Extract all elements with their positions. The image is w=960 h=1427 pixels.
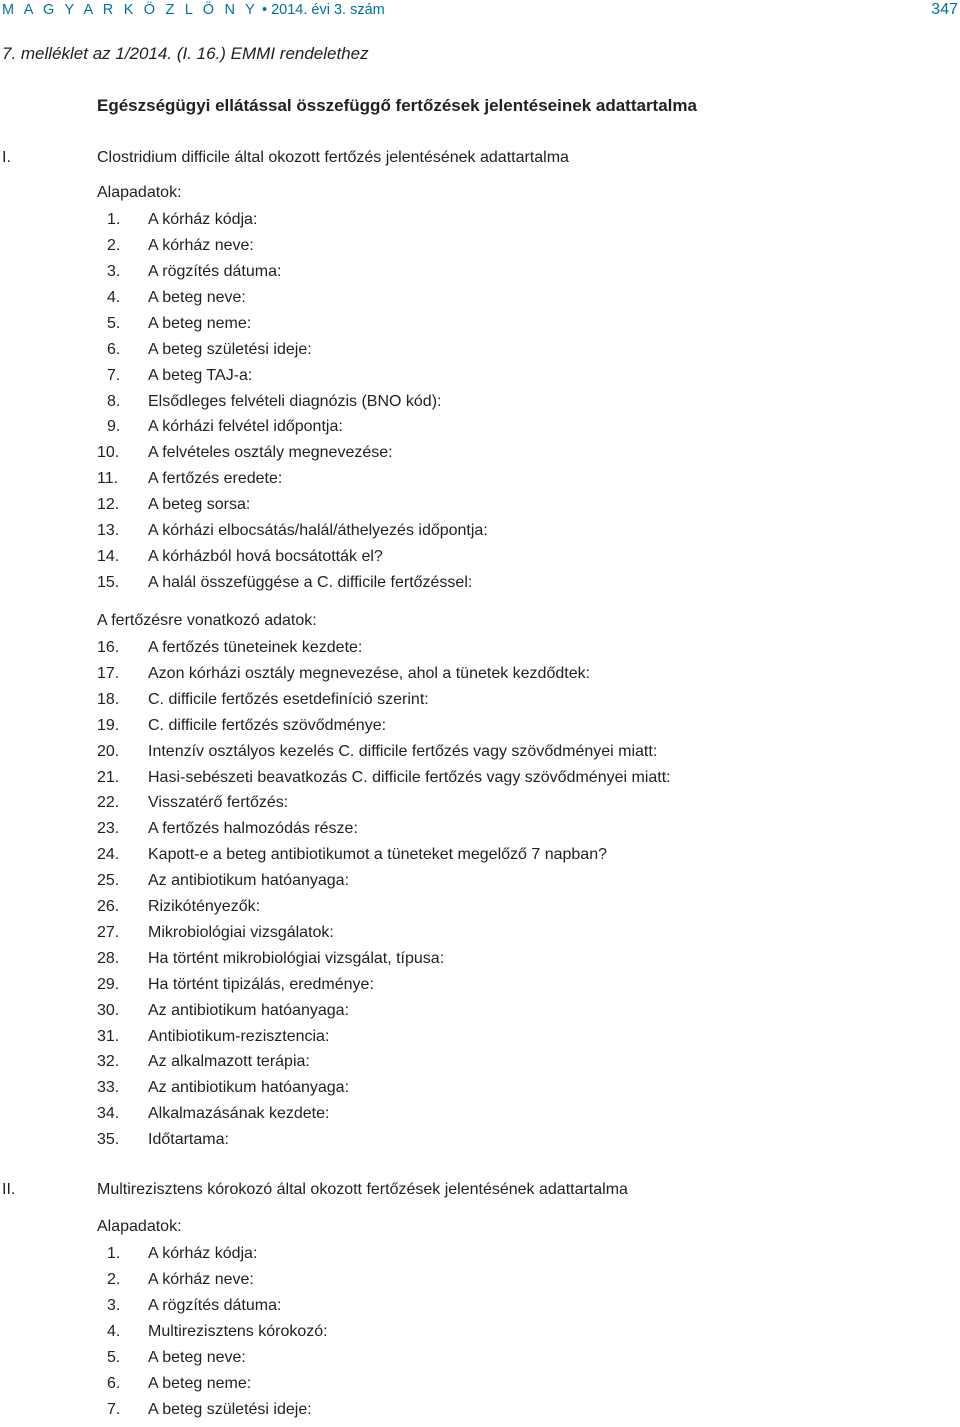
item-number: 30. [97, 1001, 120, 1019]
item-text: A beteg TAJ-a: [148, 366, 253, 384]
item-text: A beteg neme: [148, 314, 252, 332]
list-item [0, 418, 900, 444]
item-number: 14. [97, 548, 120, 566]
item-text: A rögzítés dátuma: [148, 262, 282, 280]
item-text: A beteg neve: [148, 1349, 246, 1366]
list-item [0, 1105, 900, 1131]
item-text: Kapott-e a beteg antibiotikumot a tüneteket megelőző 7 napban? [148, 846, 607, 864]
item-number: 18. [97, 690, 120, 708]
item-number: 4. [107, 1323, 121, 1340]
item-number: 35. [97, 1131, 120, 1149]
item-text: A rögzítés dátuma: [148, 1297, 282, 1314]
list-item [0, 743, 900, 769]
item-number: 11. [97, 470, 119, 488]
section-2-basic-label: Alapadatok: [97, 1218, 182, 1235]
section-2-number: II. [2, 1181, 16, 1198]
item-text: A fertőzés tüneteinek kezdete: [148, 639, 363, 656]
list-item [0, 367, 900, 393]
item-text: Alkalmazásának kezdete: [148, 1105, 330, 1123]
item-number: 12. [97, 496, 120, 514]
page-header [0, 0, 960, 28]
header-bullet: • [262, 2, 268, 18]
item-number: 21. [97, 768, 120, 786]
item-text: A beteg neme: [148, 1375, 252, 1392]
item-number: 19. [97, 716, 120, 734]
item-text: A fertőzés halmozódás része: [148, 820, 358, 838]
section-2-title: Multirezisztens kórokozó által okozott fertőzések jelentésének adattartalma [97, 1181, 628, 1198]
list-item [0, 846, 900, 872]
item-number: 24. [97, 846, 120, 864]
item-number: 27. [97, 923, 120, 941]
item-number: 15. [97, 574, 120, 592]
list-item [0, 444, 900, 470]
list-item [0, 211, 900, 237]
list-item [0, 1053, 900, 1079]
item-text: A kórház neve: [148, 236, 254, 254]
item-text: A kórházból hová bocsátották el? [148, 548, 383, 566]
item-text: A felvételes osztály megnevezése: [148, 444, 393, 462]
item-number: 5. [107, 1349, 121, 1366]
item-number: 22. [97, 794, 120, 812]
item-number: 8. [107, 392, 121, 410]
list-item [0, 393, 900, 419]
list-item [0, 1349, 900, 1375]
list-item [0, 237, 900, 263]
list-item [0, 1002, 900, 1028]
item-number: 16. [97, 639, 120, 656]
item-number: 2. [107, 1271, 121, 1288]
item-number: 23. [97, 820, 120, 838]
item-text: A beteg neve: [148, 288, 246, 306]
list-item [0, 898, 900, 924]
section-1-title: Clostridium difficile által okozott fertőzés jelentésének adattartalma [97, 149, 569, 166]
list-item [0, 976, 900, 1002]
item-text: Intenzív osztályos kezelés C. difficile fertőzés vagy szövődményei miatt: [148, 742, 658, 760]
item-number: 3. [107, 262, 121, 280]
journal-name: M A G Y A R K Ö Z L Ö N Y [2, 2, 258, 18]
item-text: A beteg sorsa: [148, 496, 251, 514]
list-item [0, 470, 900, 496]
list-item [0, 1271, 900, 1297]
item-text: Ha történt tipizálás, eredménye: [148, 975, 374, 993]
section-1-infection-label: A fertőzésre vonatkozó adatok: [97, 612, 317, 629]
list-item [0, 1079, 900, 1105]
list-item [0, 1131, 900, 1157]
item-text: C. difficile fertőzés esetdefiníció szerint: [148, 690, 429, 708]
item-number: 34. [97, 1105, 120, 1123]
item-number: 28. [97, 949, 120, 967]
item-text: Multirezisztens kórokozó: [148, 1323, 328, 1340]
list-item [0, 769, 900, 795]
item-number: 10. [97, 444, 120, 462]
list-item [0, 496, 900, 522]
list-item [0, 289, 900, 315]
item-number: 33. [97, 1079, 120, 1097]
item-text: Az antibiotikum hatóanyaga: [148, 872, 350, 890]
list-item [0, 1245, 900, 1271]
item-text: A kórház neve: [148, 1271, 254, 1288]
item-number: 20. [97, 742, 120, 760]
list-item [0, 1028, 900, 1054]
item-number: 3. [107, 1297, 121, 1314]
item-number: 4. [107, 288, 121, 306]
item-number: 9. [107, 418, 121, 436]
item-number: 2. [107, 236, 121, 254]
item-text: Elsődleges felvételi diagnózis (BNO kód): [148, 392, 442, 410]
item-text: A kórházi elbocsátás/halál/áthelyezés időpontja: [148, 522, 488, 540]
item-number: 5. [107, 314, 121, 332]
item-text: Ha történt mikrobiológiai vizsgálat, típusa: [148, 949, 445, 967]
item-text: Az antibiotikum hatóanyaga: [148, 1001, 350, 1019]
list-item [0, 1375, 900, 1401]
list-item [0, 639, 900, 665]
list-item [0, 717, 900, 743]
section-1-basic-label: Alapadatok: [97, 184, 182, 201]
list-item [0, 548, 900, 574]
list-item [0, 522, 900, 548]
item-number: 31. [97, 1027, 120, 1045]
list-item [0, 691, 900, 717]
item-number: 32. [97, 1053, 120, 1071]
item-number: 17. [97, 664, 120, 682]
item-number: 29. [97, 975, 120, 993]
item-number: 6. [107, 340, 121, 358]
item-text: Időtartama: [148, 1131, 229, 1149]
item-text: Rizikótényezők: [148, 898, 261, 915]
item-text: Az alkalmazott terápia: [148, 1053, 310, 1071]
list-item [0, 924, 900, 950]
item-number: 26. [97, 898, 120, 915]
issue-label: 2014. évi 3. szám [271, 2, 385, 18]
list-item [0, 341, 900, 367]
list-item [0, 872, 900, 898]
list-item [0, 1401, 900, 1427]
item-number: 1. [107, 1245, 121, 1262]
list-item [0, 574, 900, 600]
list-item [0, 1323, 900, 1349]
annex-subtitle: 7. melléklet az 1/2014. (I. 16.) EMMI rendelethez [2, 44, 369, 63]
list-item [0, 794, 900, 820]
list-item [0, 315, 900, 341]
page-number: 347 [931, 1, 958, 18]
item-text: Mikrobiológiai vizsgálatok: [148, 923, 334, 941]
item-number: 7. [107, 366, 121, 384]
item-text: A fertőzés eredete: [148, 470, 283, 488]
item-text: Antibiotikum-rezisztencia: [148, 1027, 330, 1045]
journal-header [2, 2, 385, 18]
item-text: A kórház kódja: [148, 211, 258, 228]
item-text: A kórházi felvétel időpontja: [148, 418, 343, 436]
item-number: 7. [107, 1401, 121, 1418]
list-item [0, 950, 900, 976]
item-number: 6. [107, 1375, 121, 1392]
item-text: Hasi-sebészeti beavatkozás C. difficile fertőzés vagy szövődményei miatt: [148, 768, 671, 786]
item-text: Azon kórházi osztály megnevezése, ahol a tünetek kezdődtek: [148, 664, 591, 682]
item-text: A beteg születési ideje: [148, 1401, 312, 1418]
item-number: 13. [97, 522, 120, 540]
list-item [0, 1297, 900, 1323]
item-text: A kórház kódja: [148, 1245, 258, 1262]
item-text: C. difficile fertőzés szövődménye: [148, 716, 387, 734]
item-text: A beteg születési ideje: [148, 340, 312, 358]
list-item [0, 820, 900, 846]
list-item [0, 665, 900, 691]
item-number: 1. [107, 211, 121, 228]
document-title: Egészségügyi ellátással összefüggő fertőzések jelentéseinek adattartalma [97, 96, 697, 115]
item-number: 25. [97, 872, 120, 890]
section-1-number: I. [2, 149, 11, 166]
list-item [0, 263, 900, 289]
item-text: Visszatérő fertőzés: [148, 794, 289, 812]
item-text: A halál összefüggése a C. difficile fertőzéssel: [148, 574, 473, 592]
item-text: Az antibiotikum hatóanyaga: [148, 1079, 350, 1097]
